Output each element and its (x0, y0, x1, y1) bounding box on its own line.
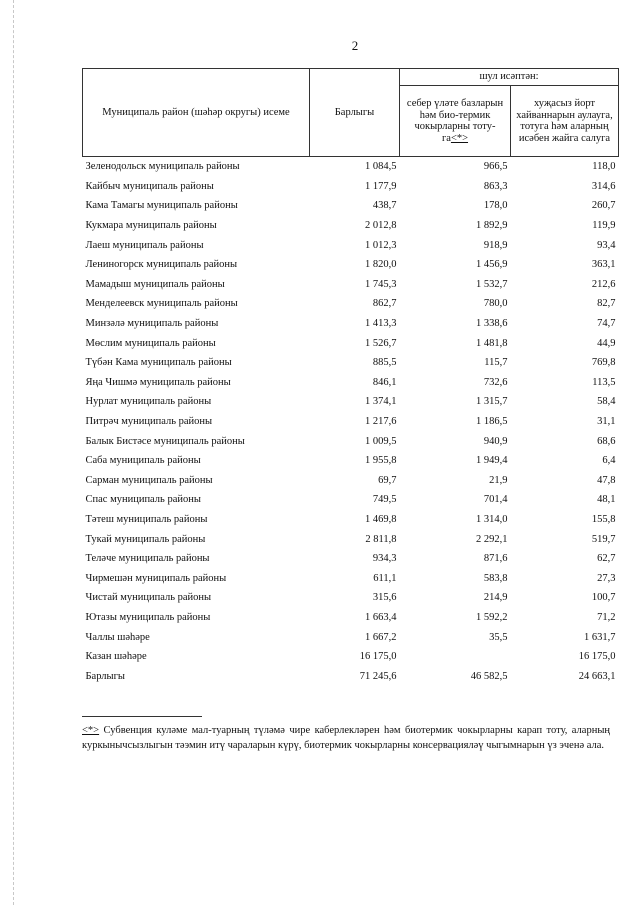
row-sub2-cell: 82,7 (597, 298, 616, 310)
row-name-cell: Чистай муниципаль районы (85, 592, 212, 604)
row-sub2-cell: 16 175,0 (578, 651, 616, 663)
header-name-column (83, 69, 310, 157)
table-row (83, 216, 619, 236)
footnote-marker-link[interactable]: <*> (82, 725, 100, 736)
row-sub1-cell: 1 481,8 (476, 337, 508, 349)
row-sub1-cell: 871,6 (483, 553, 508, 565)
row-sub2-cell: 769,8 (591, 357, 616, 369)
row-sub2-cell: 48,1 (597, 494, 616, 506)
row-total-cell: 1 745,3 (365, 278, 397, 290)
table-row (83, 294, 619, 314)
row-sub2-cell: 31,1 (597, 416, 616, 428)
row-sub1-cell: 1 315,7 (476, 396, 508, 408)
row-name-cell: Нурлат муниципаль районы (85, 396, 212, 408)
row-sub1-cell: 178,0 (483, 200, 508, 212)
row-sub2-cell: 1 631,7 (584, 631, 616, 643)
row-total-cell: 69,7 (378, 474, 397, 486)
row-name-cell: Балык Бистәсе муниципаль районы (85, 435, 245, 447)
table-row (83, 647, 619, 667)
row-sub2-cell: 27,3 (597, 572, 616, 584)
table-row (83, 314, 619, 334)
row-total-cell: 885,5 (372, 357, 397, 369)
row-name-cell: Менделеевск муниципаль районы (85, 298, 238, 310)
row-total-cell: 749,5 (372, 494, 397, 506)
row-name-cell: Сарман муниципаль районы (85, 474, 213, 486)
row-sub1-cell: 701,4 (483, 494, 508, 506)
row-name-cell: Кайбыч муниципаль районы (85, 180, 214, 192)
row-total-cell: 1 009,5 (365, 435, 397, 447)
table-row (83, 353, 619, 373)
row-total-cell: 1 217,6 (365, 416, 397, 428)
header-sub-column-2 (511, 86, 619, 157)
row-total-cell: 934,3 (372, 553, 397, 565)
row-sub2-cell: 363,1 (591, 259, 616, 271)
table-row (83, 627, 619, 647)
row-name-cell: Мамадыш муниципаль районы (85, 278, 225, 290)
row-total-cell: 1 955,8 (365, 455, 397, 467)
row-sub1-cell: 918,9 (483, 239, 508, 251)
row-sub2-cell: 44,9 (597, 337, 616, 349)
table-row (83, 255, 619, 275)
row-sub1-cell: 940,9 (483, 435, 508, 447)
row-total-cell: 71 245,6 (359, 670, 397, 682)
row-name-cell: Тәтеш муниципаль районы (85, 513, 208, 525)
row-sub2-cell: 519,7 (591, 533, 616, 545)
row-sub2-cell: 71,2 (597, 611, 616, 623)
row-name-cell: Мөслим муниципаль районы (85, 337, 216, 349)
row-name-cell: Лаеш муниципаль районы (85, 239, 204, 251)
header-name-label: Муниципаль район (шәһәр округы) исеме (102, 106, 290, 118)
row-sub1-cell: 966,5 (400, 157, 511, 177)
table-row (83, 392, 619, 412)
table-row (83, 235, 619, 255)
table-row (83, 510, 619, 530)
table-row (83, 666, 619, 686)
row-sub2-cell: 314,6 (591, 180, 616, 192)
row-sub1-cell: 46 582,5 (470, 670, 508, 682)
row-sub1-cell: 1 892,9 (476, 220, 508, 232)
row-total-cell: 2 012,8 (365, 220, 397, 232)
row-total-cell: 1 413,3 (365, 318, 397, 330)
row-sub1-cell: 1 186,5 (476, 416, 508, 428)
row-total-cell: 1 177,9 (365, 180, 397, 192)
row-name-cell: Казан шәһәре (85, 651, 147, 663)
header-group (400, 69, 619, 86)
row-sub1-cell: 214,9 (483, 592, 508, 604)
row-sub2-cell: 24 663,1 (578, 670, 616, 682)
row-sub2-cell: 93,4 (597, 239, 616, 251)
row-total-cell: 1 667,2 (365, 631, 397, 643)
row-total-cell: 1 469,8 (365, 513, 397, 525)
table-row (83, 529, 619, 549)
row-total-cell: 1 374,1 (365, 396, 397, 408)
table-row (83, 333, 619, 353)
row-sub1-cell (400, 647, 511, 667)
row-sub1-cell: 1 338,6 (476, 318, 508, 330)
row-name-cell: Минзәлә муниципаль районы (85, 318, 219, 330)
row-sub1-cell: 780,0 (483, 298, 508, 310)
row-name-cell: Барлыгы (85, 670, 125, 682)
row-name-cell: Лениногорск муниципаль районы (85, 259, 238, 271)
row-total-cell: 1 526,7 (365, 337, 397, 349)
subvention-table (82, 68, 619, 686)
table-row (83, 490, 619, 510)
header-group-label: шул исәптән: (479, 71, 539, 83)
row-total-cell: 315,6 (372, 592, 397, 604)
row-total-cell: 1 820,0 (365, 259, 397, 271)
row-sub1-cell: 1 592,2 (476, 611, 508, 623)
row-name-cell: Кама Тамагы муниципаль районы (85, 200, 238, 212)
row-name-cell: Теләче муниципаль районы (85, 553, 210, 565)
row-name-cell: Спас муниципаль районы (85, 494, 201, 506)
row-sub1-cell: 583,8 (483, 572, 508, 584)
row-sub2-cell: 100,7 (591, 592, 616, 604)
row-name-cell: Питрәч муниципаль районы (85, 416, 213, 428)
row-name-cell: Чирмешән муниципаль районы (85, 572, 227, 584)
row-name-cell: Яңа Чишмә муниципаль районы (85, 376, 231, 388)
table-row (83, 568, 619, 588)
table-row (83, 471, 619, 491)
row-name-cell: Чаллы шәһәре (85, 631, 150, 643)
table-row (83, 275, 619, 295)
table-row (83, 608, 619, 628)
table-row (83, 431, 619, 451)
header-total-column (310, 69, 400, 157)
row-name-cell: Ютазы муниципаль районы (85, 611, 211, 623)
row-sub1-cell: 2 292,1 (476, 533, 508, 545)
row-total-cell: 1 084,5 (310, 157, 400, 177)
row-name-cell: Саба муниципаль районы (85, 455, 201, 467)
table-row (83, 451, 619, 471)
row-sub2-cell: 68,6 (597, 435, 616, 447)
row-total-cell: 16 175,0 (359, 651, 397, 663)
row-name-cell: Кукмара муниципаль районы (85, 220, 217, 232)
row-sub2-cell: 58,4 (597, 396, 616, 408)
row-total-cell: 1 663,4 (365, 611, 397, 623)
row-sub1-cell: 1 456,9 (476, 259, 508, 271)
table-body (83, 157, 619, 687)
row-sub2-cell: 47,8 (597, 474, 616, 486)
row-sub2-cell: 212,6 (591, 278, 616, 290)
footnote-text: Субвенция куләме мал-туарның түләмә чире каберлекләрен һәм биотермик чокырларны карап тоту, аларның куркынычсызлыгын тәэмин итү чараларын күрү, биотермик чокырларны консервацияләү чыгымнарын үз эченә ала. (82, 725, 610, 751)
header-total-label: Барлыгы (334, 106, 375, 118)
row-sub2-cell: 260,7 (591, 200, 616, 212)
footnote-divider (82, 716, 202, 717)
row-total-cell: 611,1 (373, 572, 397, 584)
row-name-cell: Тукай муниципаль районы (85, 533, 206, 545)
header-sub-column-1 (400, 86, 511, 157)
row-total-cell: 862,7 (372, 298, 397, 310)
row-total-cell: 438,7 (372, 200, 397, 212)
row-name-cell: Түбән Кама муниципаль районы (85, 357, 232, 369)
row-sub1-cell: 35,5 (489, 631, 508, 643)
row-sub1-cell: 863,3 (483, 180, 508, 192)
row-sub2-cell: 74,7 (597, 318, 616, 330)
table-row (83, 549, 619, 569)
row-sub1-cell: 732,6 (483, 376, 508, 388)
row-sub2-cell: 119,9 (592, 220, 616, 232)
table-row (83, 196, 619, 216)
row-sub1-cell: 1 314,0 (476, 513, 508, 525)
row-sub2-cell: 118,0 (511, 157, 619, 177)
table-row (83, 177, 619, 197)
footnote (82, 724, 610, 753)
row-sub1-cell: 21,9 (489, 474, 508, 486)
table-row (83, 157, 619, 177)
row-name-cell: Зеленодольск муниципаль районы (83, 157, 310, 177)
header-sub-2-label: хуҗасыз йорт хайваннарын аулауга, тотуга һәм аларның исәбен жайга салуга (516, 98, 613, 144)
table-row (83, 412, 619, 432)
page-number: 2 (351, 38, 359, 53)
table-row (83, 588, 619, 608)
row-sub2-cell: 155,8 (591, 513, 616, 525)
row-total-cell: 1 012,3 (365, 239, 397, 251)
footnote-reference-link[interactable]: <*> (450, 132, 469, 144)
row-sub1-cell: 1 532,7 (476, 278, 508, 290)
page-margin-line (13, 0, 14, 905)
row-sub1-cell: 115,7 (484, 357, 508, 369)
row-sub2-cell: 62,7 (597, 553, 616, 565)
row-total-cell: 2 811,8 (365, 533, 397, 545)
header-sub-1-label: себер үләте базларын һәм био-термик чокырларны тоту-га (406, 98, 504, 144)
row-sub2-cell: 6,4 (602, 455, 616, 467)
table-row (83, 373, 619, 393)
row-sub2-cell: 113,5 (592, 376, 616, 388)
row-sub1-cell: 1 949,4 (476, 455, 508, 467)
row-total-cell: 846,1 (372, 376, 397, 388)
